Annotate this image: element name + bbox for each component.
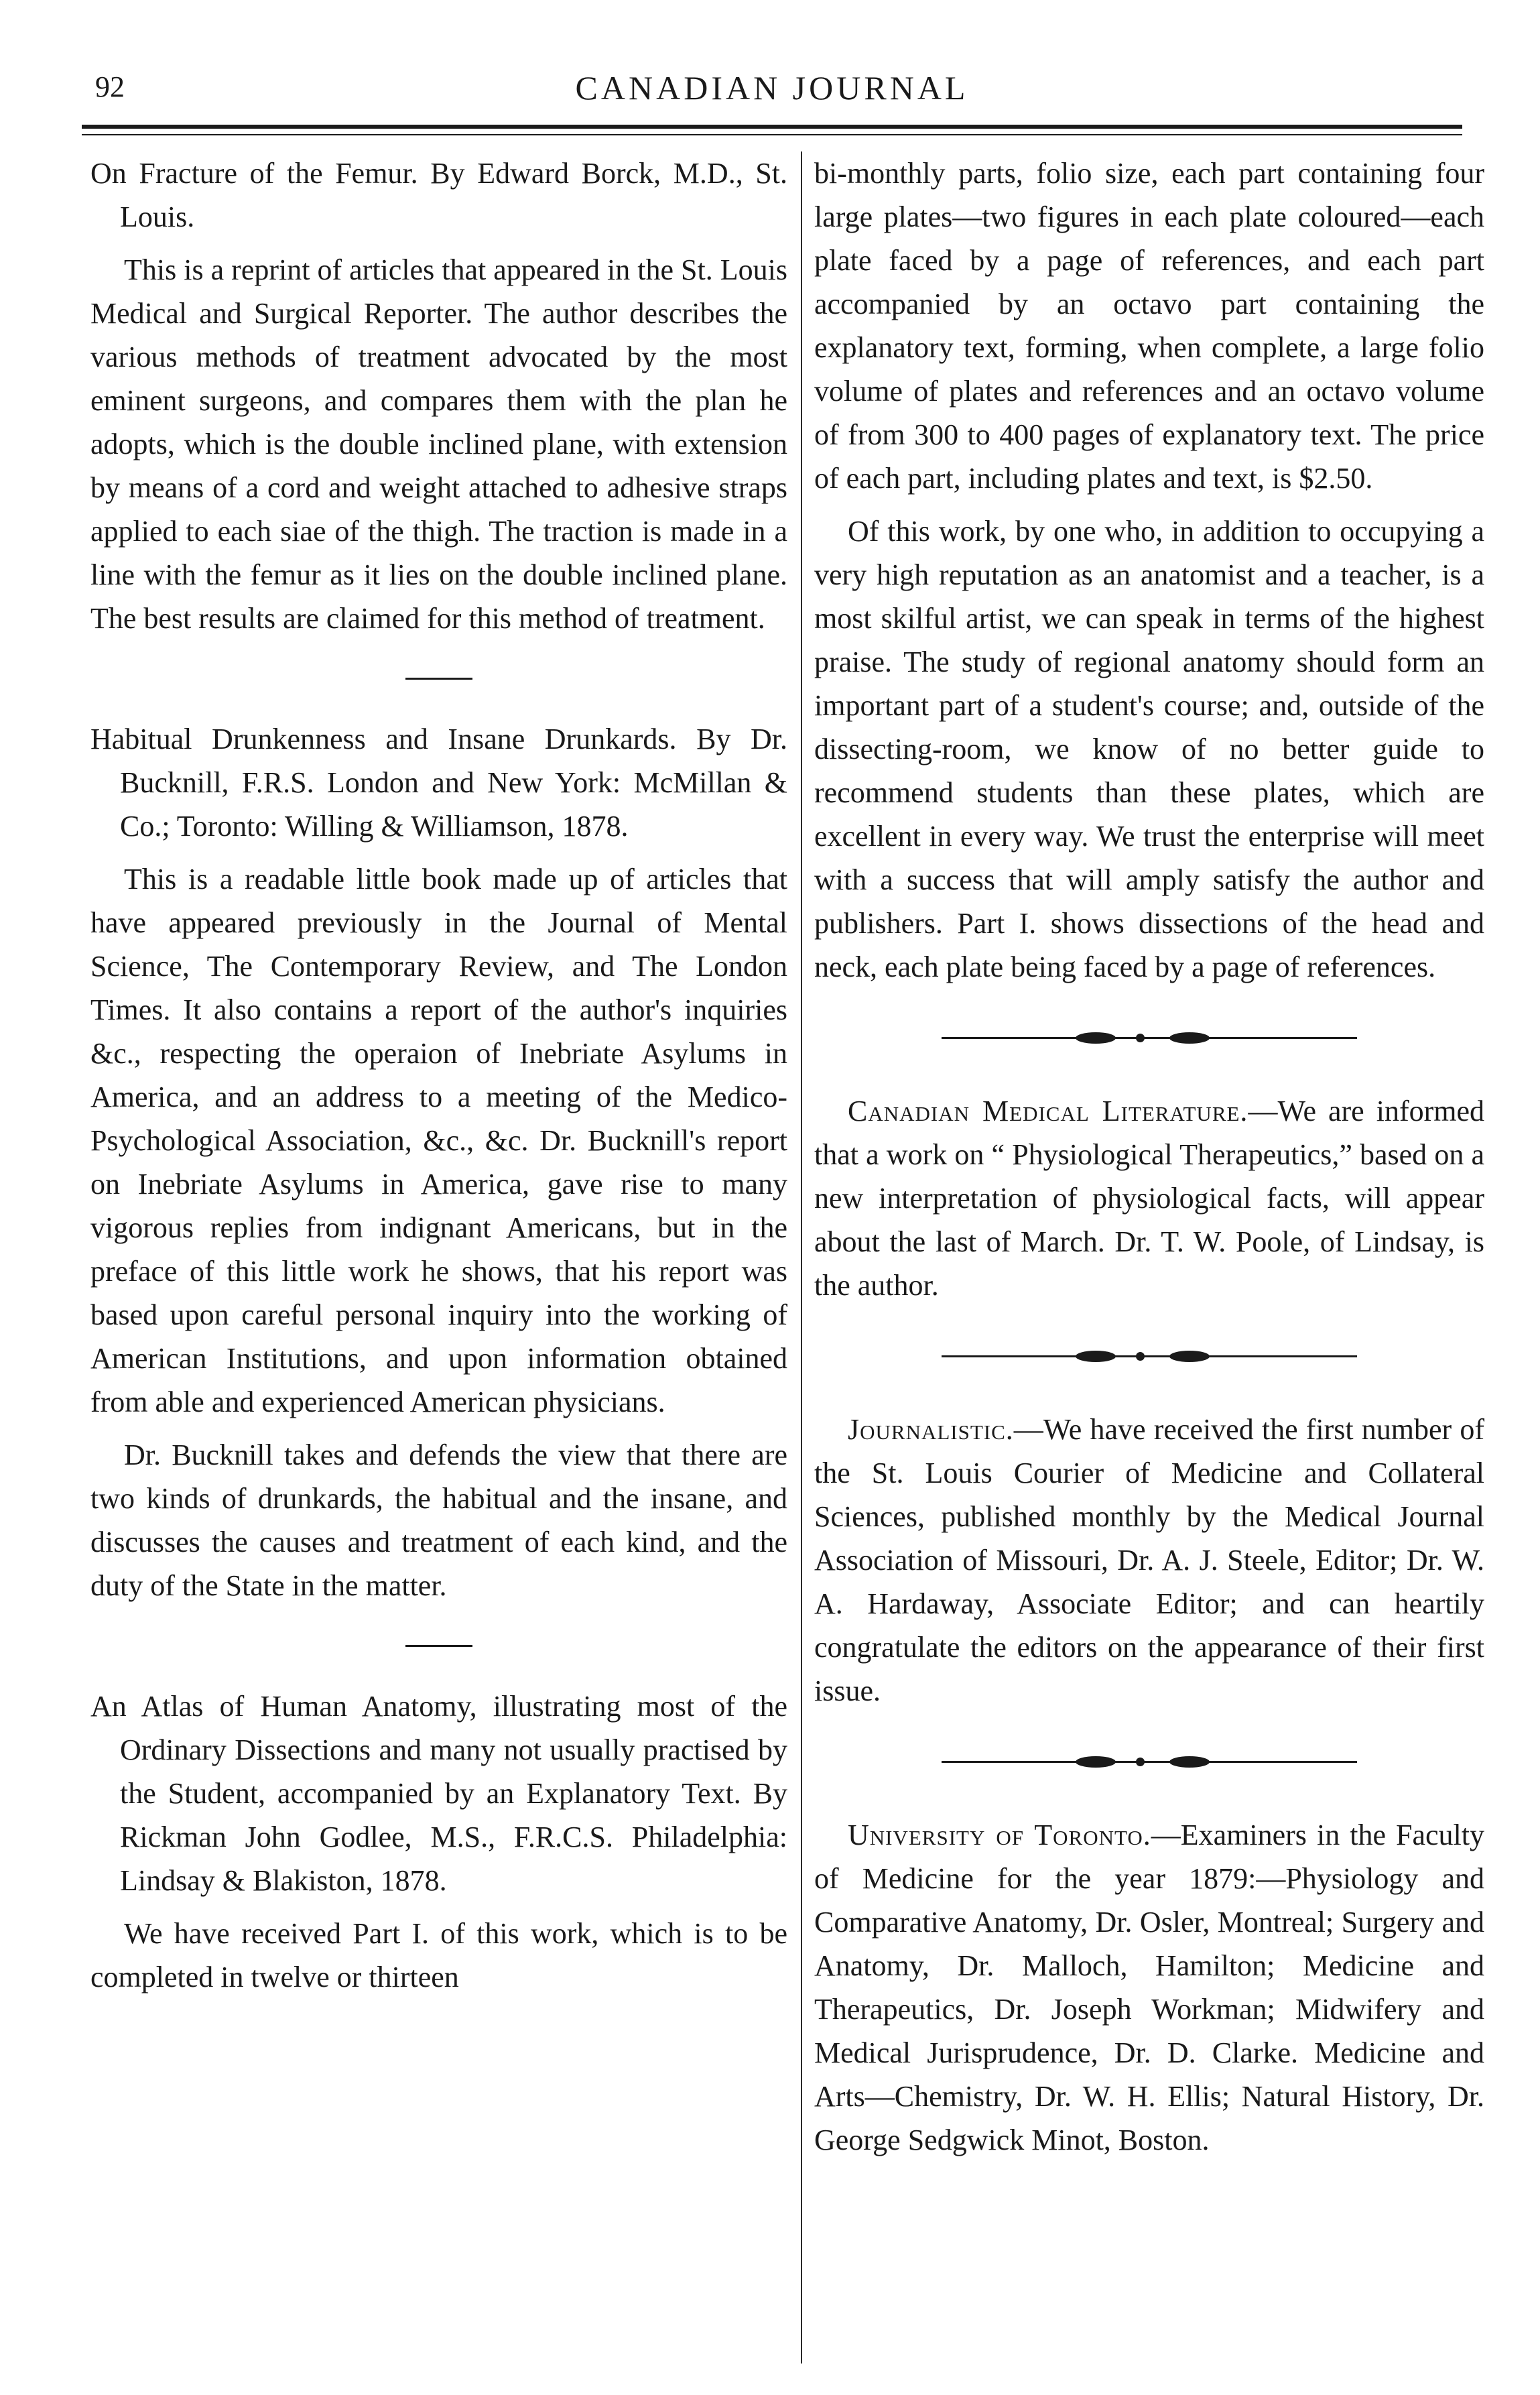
section-divider <box>405 1645 472 1647</box>
running-head: CANADIAN JOURNAL <box>575 69 969 107</box>
section-divider <box>405 678 472 680</box>
drunkenness-entry-text-1: This is a readable little book made up of articles that have appeared previously in the Journal of Mental Science, The Contemporary Review, and The London Times. It also contains a report of the author's inquiries &c., respecting the operaion of Inebriate Asylums in America, and an address to a meeting of the Medico-Psychological Association, &c., &c. Dr. Bucknill's report on Inebriate Asylums in America, gave rise to many vigorous replies from indignant Americans, but in the preface of this little work he shows, that his report was based upon careful personal inquiry into the working of American Institutions, and upon information obtained from able and experienced American physicians. <box>90 863 787 1418</box>
drunkenness-entry-text-2: Dr. Bucknill takes and defends the view that there are two kinds of drunkards, the habitual and the insane, and discusses the causes and treatment of each kind, and the duty of the State in the matter. <box>90 1438 787 1602</box>
atlas-entry-continued: bi-monthly parts, folio size, each part containing four large plates—two figures in each plate coloured—each plate faced by a page of references, and each part accompanied by an octavo part containing the explanatory text, forming, when complete, a large folio volume of plates and references and an octavo volume of from 300 to 400 pages of explanatory text. The price of each part, including plates and text, is $2.50. <box>814 157 1484 495</box>
journalistic-heading: Journalistic. <box>848 1413 1014 1446</box>
journalistic-note <box>814 1408 1484 1713</box>
journalistic-text: —We have received the first number of the St. Louis Courier of Medicine and Collateral Sciences, published monthly by the Medical Journal Association of Missouri, Dr. A. J. Steele, Editor; Dr. W. A. Hardaway, Associate Editor; and can heartily congratulate the editors on the appearance of their first issue. <box>814 1413 1484 1707</box>
university-toronto-text: —Examiners in the Faculty of Medicine for the year 1879:—Physiology and Comparative Anatomy, Dr. Osler, Montreal; Surgery and Anatomy, Dr. Malloch, Hamilton; Medicine and Therapeutics, Dr. Joseph Workman; Midwifery and Medical Jurisprudence, Dr. D. Clarke. Medicine and Arts—Chemistry, Dr. W. H. Ellis; Natural History, Dr. George Sedgwick Minot, Boston. <box>814 1819 1484 2156</box>
university-toronto-heading: University of Toronto. <box>848 1819 1151 1851</box>
left-column <box>90 151 787 1999</box>
ornamental-divider <box>942 1016 1357 1062</box>
header-rule-thick <box>82 125 1462 129</box>
atlas-entry-heading: An Atlas of Human Anatomy, illustrating most of the Ordinary Dissections and many not usually practised by the Student, accompanied by an Explanatory Text. By Rickman John Godlee, M.S., F.R.C.S. Philadelphia: Lindsay & Blakiston, 1878. <box>90 1690 787 1897</box>
atlas-entry-review: Of this work, by one who, in addition to occupying a very high reputation as an anatomist and a teacher, is a most skilful artist, we can speak in terms of the highest praise. The study of regional anatomy should form an important part of a student's course; and, outside of the dissecting-room, we know of no better guide to recommend students than these plates, which are excellent in every way. We trust the enterprise will meet with a success that will amply satisfy the author and publishers. Part I. shows dissections of the head and neck, each plate being faced by a page of references. <box>814 515 1484 983</box>
medical-literature-text: —We are informed that a work on “ Physiological Therapeutics,” based on a new interpretation of physiological facts, will appear about the last of March. Dr. T. W. Poole, of Lindsay, is the author. <box>814 1095 1484 1302</box>
femur-entry-heading: On Fracture of the Femur. By Edward Borck, M.D., St. Louis. <box>90 157 787 233</box>
drunkenness-entry-heading: Habitual Drunkenness and Insane Drunkards. By Dr. Bucknill, F.R.S. London and New York: McMillan & Co.; Toronto: Willing & Williamson, 1878. <box>90 723 787 843</box>
university-toronto-note <box>814 1813 1484 2162</box>
column-divider <box>801 151 802 2363</box>
atlas-entry-text: We have received Part I. of this work, which is to be completed in twelve or thirteen <box>90 1917 787 1993</box>
ornamental-divider <box>942 1739 1357 1786</box>
medical-literature-note <box>814 1089 1484 1307</box>
medical-literature-heading: Canadian Medical Literature. <box>848 1095 1248 1127</box>
femur-entry-text: This is a reprint of articles that appeared in the St. Louis Medical and Surgical Reporter. The author describes the various methods of treatment advocated by the most eminent surgeons, and compares them with the plan he adopts, which is the double inclined plane, with extension by means of a cord and weight attached to adhesive straps applied to each siae of the thigh. The traction is made in a line with the femur as it lies on the double inclined plane. The best results are claimed for this method of treatment. <box>90 253 787 635</box>
page-header <box>82 64 1462 125</box>
ornamental-divider <box>942 1334 1357 1381</box>
right-column <box>814 151 1484 2162</box>
page-number: 92 <box>95 70 125 103</box>
header-rule-thin <box>82 134 1462 135</box>
